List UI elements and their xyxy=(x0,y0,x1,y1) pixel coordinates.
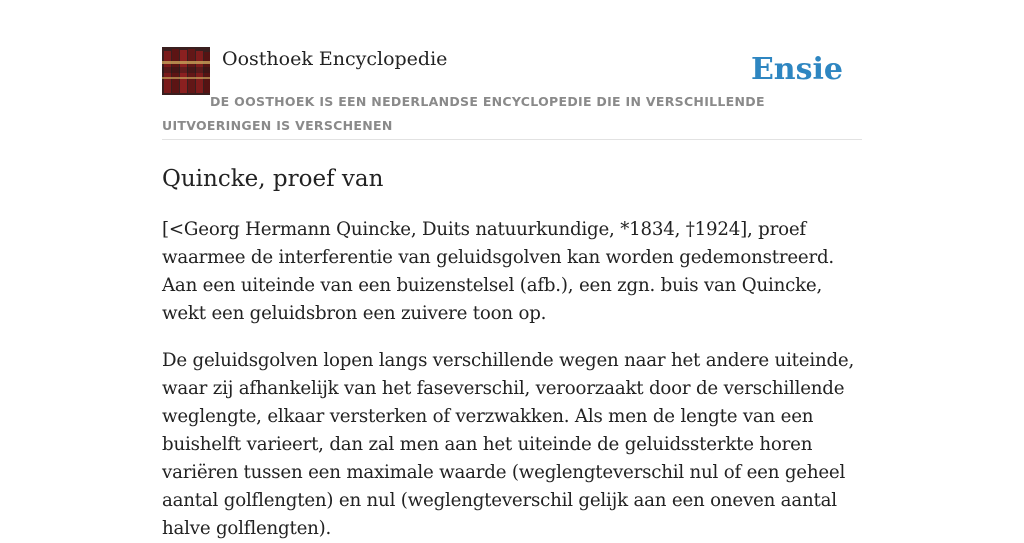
article-title: Quincke, proef van xyxy=(162,166,384,192)
article-paragraph-1: [<Georg Hermann Quincke, Duits natuurkundige, *1834, †1924], proef waarmee de interferentie van geluidsgolven kan worden gedemonstreerd. Aan een uiteinde van een buizenstelsel (afb.), een zgn. buis van Quincke, wekt een geluidsbron een zuivere toon op. xyxy=(162,219,834,324)
site-tagline: DE OOSTHOEK IS EEN NEDERLANDSE ENCYCLOPEDIE DIE IN VERSCHILLENDE UITVOERINGEN IS VERSCHENEN xyxy=(162,94,765,133)
article-paragraph-2: De geluidsgolven lopen langs verschillende wegen naar het andere uiteinde, waar zij afhankelijk van het faseverschil, veroorzaakt door de verschillende weglengte, elkaar versterken of verzwakken. Als men de lengte van een buishelft varieert, dan zal men aan het uiteinde de geluidssterkte horen variëren tussen een maximale waarde (weglengteverschil nul of een geheel aantal golflengten) en nul (weglengteverschil gelijk aan een oneven aantal halve golflengten). xyxy=(162,350,855,539)
article xyxy=(162,162,862,539)
site-header xyxy=(162,47,862,140)
site-name[interactable]: Oosthoek Encyclopedie xyxy=(222,48,448,70)
brand-logo[interactable]: Ensie xyxy=(750,52,843,87)
avatar[interactable] xyxy=(162,47,210,95)
book-spines-icon xyxy=(162,47,210,95)
